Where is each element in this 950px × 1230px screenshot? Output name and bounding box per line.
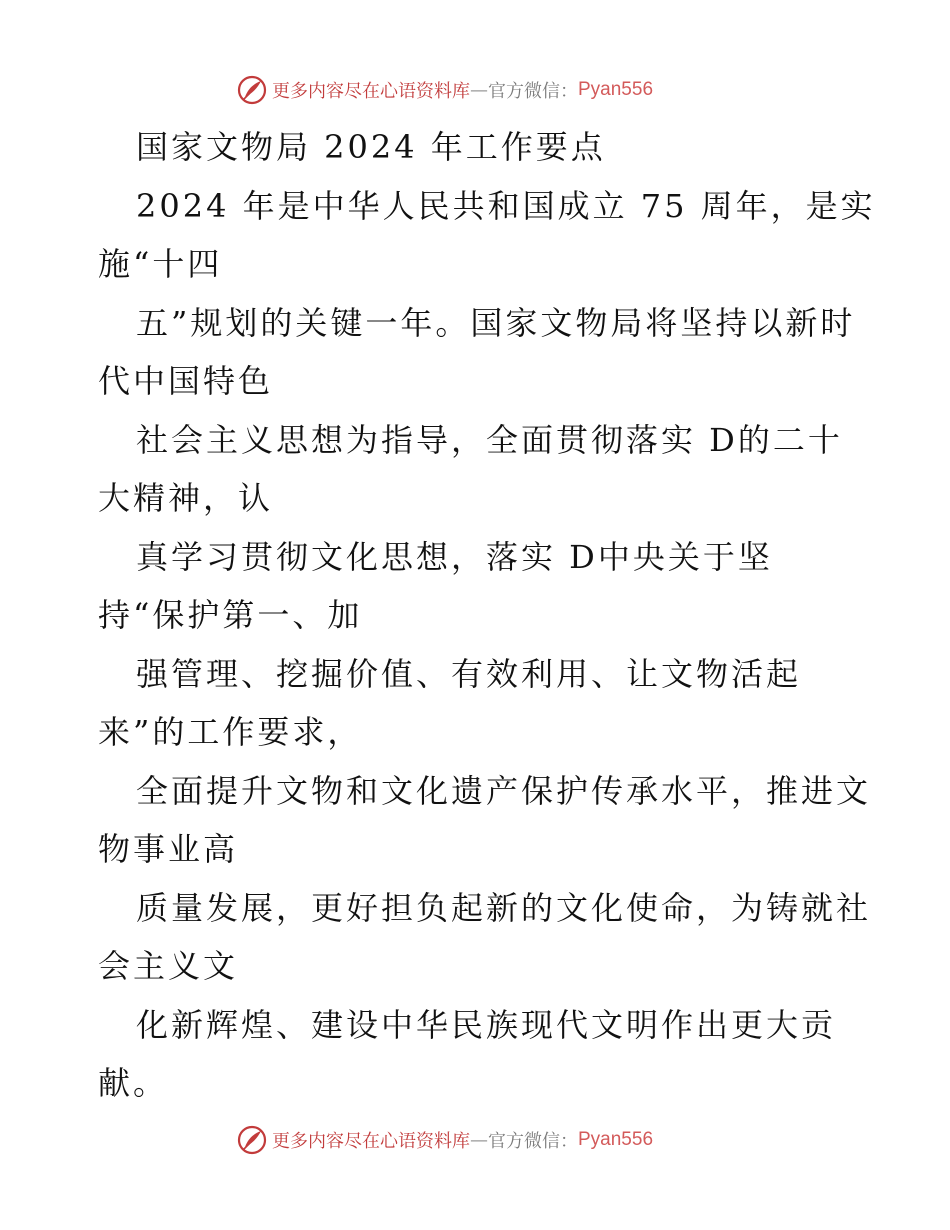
quill-logo-icon: [236, 74, 268, 106]
footer-watermark: [236, 1123, 756, 1157]
text-line: 化新辉煌、建设中华民族现代文明作出更大贡: [136, 1005, 837, 1044]
text-line: 大精神，认: [98, 479, 274, 517]
text-line: 2024 年是中华人民共和国成立 75 周年，是实: [136, 186, 876, 225]
text-line: 五”规划的关键一年。国家文物局将坚持以新时: [136, 303, 856, 342]
watermark-contact-id: Pyan556: [578, 79, 654, 100]
text-line: 献。: [98, 1064, 169, 1102]
quill-logo-icon: [236, 1124, 268, 1156]
header-watermark: [236, 73, 756, 107]
watermark-brand: 更多内容尽在心语资料库: [272, 1131, 470, 1152]
text-line: 全面提升文物和文化遗产保护传承水平，推进文: [136, 771, 872, 810]
watermark-separator: —: [470, 79, 488, 101]
watermark-separator: —: [470, 1129, 488, 1151]
text-line: 代中国特色: [98, 362, 274, 400]
text-line: 国家文物局 2024 年工作要点: [136, 128, 606, 166]
text-line: 社会主义思想为指导，全面贯彻落实 D的二十: [136, 420, 843, 459]
watermark-contact-id: Pyan556: [578, 1129, 654, 1150]
text-line: 物事业高: [98, 830, 239, 868]
watermark-contact-label: 官方微信：: [488, 1131, 578, 1152]
text-line: 会主义文: [98, 947, 239, 985]
watermark-brand: 更多内容尽在心语资料库: [272, 81, 470, 102]
text-line: 质量发展，更好担负起新的文化使命，为铸就社: [136, 888, 872, 927]
watermark-contact-label: 官方微信：: [488, 81, 578, 102]
text-line: 持“保护第一、加: [98, 596, 363, 634]
document-body: [98, 118, 898, 1113]
text-line: 施“十四: [98, 245, 223, 283]
text-line: 真学习贯彻文化思想，落实 D中央关于坚: [136, 537, 773, 576]
text-line: 来”的工作要求，: [98, 713, 363, 751]
text-line: 强管理、挖掘价值、有效利用、让文物活起: [136, 654, 802, 693]
